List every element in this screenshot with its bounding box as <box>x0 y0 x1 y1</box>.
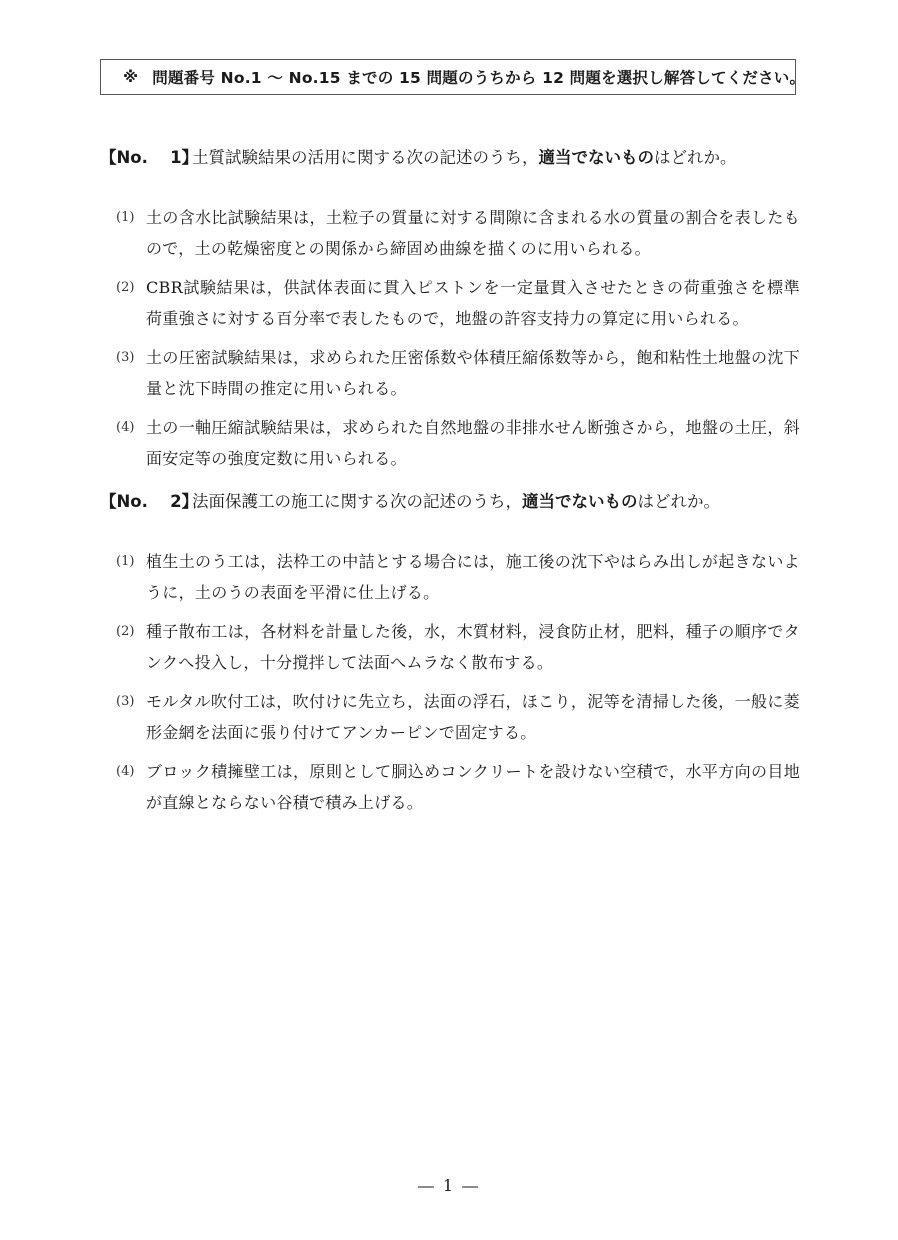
choice-item <box>100 756 800 818</box>
question-number: 【No. 2】 <box>100 492 199 511</box>
choice-text: 土の圧密試験結果は，求められた圧密係数や体積圧縮係数等から，飽和粘性土地盤の沈下量と沈下時間の推定に用いられる。 <box>146 348 800 398</box>
choice-number: (3) <box>116 350 135 365</box>
choice-text: ブロック積擁壁工は，原則として胴込めコンクリートを設けない空積で，水平方向の目地が直線とならない谷積で積み上げる。 <box>146 762 800 812</box>
choice-text: 種子散布工は，各材料を計量した後，水，木質材料，浸食防止材，肥料，種子の順序でタンクへ投入し，十分撹拌して法面へムラなく散布する。 <box>146 622 800 672</box>
choice-item <box>100 686 800 748</box>
question-emphasis: 適当でないもの <box>538 148 654 167</box>
choice-item <box>100 272 800 334</box>
question-number: 【No. 1】 <box>100 148 199 167</box>
choice-number: (3) <box>116 694 135 709</box>
choice-list <box>100 202 800 474</box>
choice-number: (4) <box>116 420 135 435</box>
question-prompt: 土質試験結果の活用に関する次の記述のうち， <box>192 148 539 167</box>
question-prompt-end: はどれか。 <box>637 492 720 511</box>
choice-item <box>100 546 800 608</box>
choice-item <box>100 616 800 678</box>
choice-text: 土の一軸圧縮試験結果は，求められた自然地盤の非排水せん断強さから，地盤の土圧，斜面安定等の強度定数に用いられる。 <box>146 418 800 468</box>
choice-text: 土の含水比試験結果は，土粒子の質量に対する間隙に含まれる水の質量の割合を表したもので，土の乾燥密度との関係から締固め曲線を描くのに用いられる。 <box>146 208 800 258</box>
choice-item <box>100 342 800 404</box>
question-emphasis: 適当でないもの <box>522 492 638 511</box>
reference-mark: ※ <box>123 68 139 86</box>
question-prompt: 法面保護工の施工に関する次の記述のうち， <box>192 492 522 511</box>
instruction-text: 問題番号 No.1 ～ No.15 までの 15 問題のうちから 12 問題を選択し解答してください。 <box>152 69 806 87</box>
choice-number: (4) <box>116 764 135 779</box>
choice-text: 植生土のう工は，法枠工の中詰とする場合には，施工後の沈下やはらみ出しが起きないように，土のうの表面を平滑に仕上げる。 <box>146 552 800 602</box>
question-header <box>100 490 800 514</box>
question-header <box>100 146 800 170</box>
instruction-box <box>100 59 806 95</box>
question-1 <box>100 146 800 482</box>
choice-number: (1) <box>116 554 135 569</box>
choice-number: (1) <box>116 210 135 225</box>
question-2 <box>100 490 800 826</box>
page-number: ― 1 ― <box>417 1176 481 1195</box>
choice-text: CBR試験結果は，供試体表面に貫入ピストンを一定量貫入させたときの荷重強さを標準荷重強さに対する百分率で表したもので，地盤の許容支持力の算定に用いられる。 <box>146 278 800 328</box>
choice-number: (2) <box>116 624 135 639</box>
question-prompt-end: はどれか。 <box>654 148 737 167</box>
choice-item <box>100 202 800 264</box>
choice-text: モルタル吹付工は，吹付けに先立ち，法面の浮石，ほこり，泥等を清掃した後，一般に菱形金網を法面に張り付けてアンカーピンで固定する。 <box>146 692 800 742</box>
choice-list <box>100 546 800 818</box>
choice-number: (2) <box>116 280 135 295</box>
choice-item <box>100 412 800 474</box>
